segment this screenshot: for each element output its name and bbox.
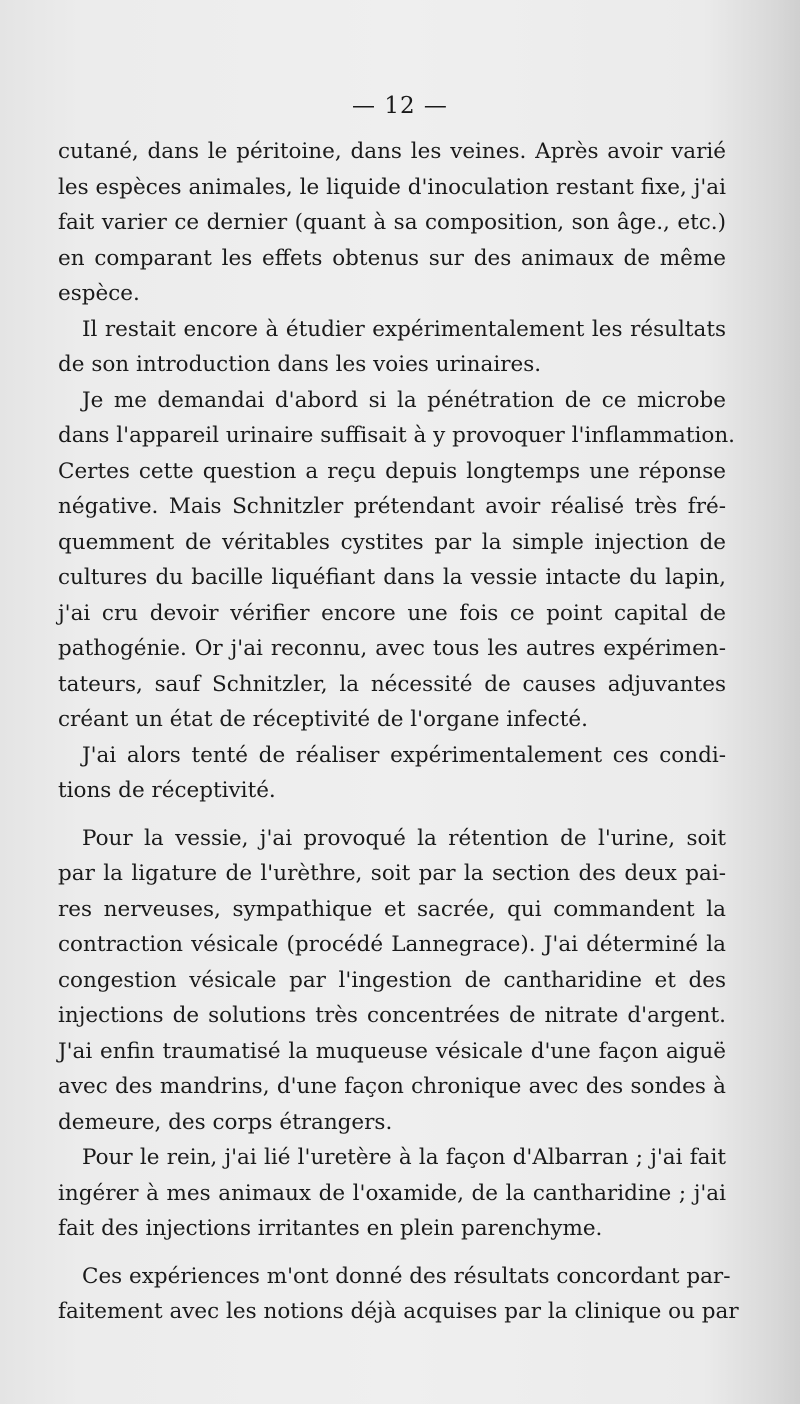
text-line: res nerveuses, sympathique et sacrée, qui commandent la xyxy=(58,896,726,922)
text-line: contraction vésicale (procédé Lannegrace). J'ai déterminé la xyxy=(58,932,726,957)
text-line: tateurs, sauf Schnitzler, la nécessité de causes adjuvantes xyxy=(58,671,726,697)
text-line: fait varier ce dernier (quant à sa composition, son âge., etc.) xyxy=(58,210,726,235)
paragraph xyxy=(58,821,726,1141)
text-line: demeure, des corps étrangers. xyxy=(58,1109,393,1135)
text-line: Je me demandai d'abord si la pénétration de ce microbe xyxy=(82,387,726,413)
text-line: J'ai alors tenté de réaliser expérimentalement ces condi- xyxy=(82,742,726,768)
text-line: congestion vésicale par l'ingestion de cantharidine et des xyxy=(58,967,726,993)
text-line: par la ligature de l'urèthre, soit par la section des deux pai- xyxy=(58,861,726,886)
text-line: de son introduction dans les voies urinaires. xyxy=(58,352,542,377)
text-line: ingérer à mes animaux de l'oxamide, de la cantharidine ; j'ai xyxy=(58,1180,726,1206)
page-number: — 12 — xyxy=(352,93,448,119)
text-line: Pour la vessie, j'ai provoqué la rétention de l'urine, soit xyxy=(82,825,726,851)
text-line: les espèces animales, le liquide d'inoculation restant fixe, j'ai xyxy=(58,174,726,200)
text-line: cutané, dans le péritoine, dans les veines. Après avoir varié xyxy=(58,139,726,164)
text-line: faitement avec les notions déjà acquises par la clinique ou par xyxy=(58,1299,739,1324)
text-line: injections de solutions très concentrées de nitrate d'argent. xyxy=(58,1003,726,1028)
text-line: j'ai cru devoir vérifier encore une fois ce point capital de xyxy=(58,600,726,626)
text-line: avec des mandrins, d'une façon chronique avec des sondes à xyxy=(58,1074,726,1099)
paragraph xyxy=(58,312,726,383)
text-line: quemment de véritables cystites par la simple injection de xyxy=(58,529,726,555)
text-line: en comparant les effets obtenus sur des animaux de même xyxy=(58,245,726,271)
paragraph xyxy=(58,383,735,738)
text-line: pathogénie. Or j'ai reconnu, avec tous les autres expérimen- xyxy=(58,636,726,661)
text-line: négative. Mais Schnitzler prétendant avoir réalisé très fré- xyxy=(58,494,726,519)
text-line: cultures du bacille liquéfiant dans la vessie intacte du lapin, xyxy=(58,565,726,590)
paragraph xyxy=(58,1140,726,1247)
text-line: tions de réceptivité. xyxy=(58,778,276,803)
text-line: espèce. xyxy=(58,281,140,306)
text-line: Il restait encore à étudier expérimentalement les résultats xyxy=(82,316,726,342)
paragraph xyxy=(58,1259,739,1330)
text-line: fait des injections irritantes en plein parenchyme. xyxy=(58,1216,603,1241)
text-line: Certes cette question a reçu depuis longtemps une réponse xyxy=(58,458,726,484)
paragraph xyxy=(58,738,726,809)
text-line: créant un état de réceptivité de l'organe infecté. xyxy=(58,707,588,732)
text-line: Pour le rein, j'ai lié l'uretère à la façon d'Albarran ; j'ai fait xyxy=(82,1145,726,1170)
text-line: dans l'appareil urinaire suffisait à y provoquer l'inflammation. xyxy=(58,423,735,448)
paragraph xyxy=(58,134,726,312)
text-line: J'ai enfin traumatisé la muqueuse vésicale d'une façon aiguë xyxy=(58,1038,726,1064)
text-line: Ces expériences m'ont donné des résultats concordant par- xyxy=(82,1263,731,1289)
body-text xyxy=(58,134,739,1330)
